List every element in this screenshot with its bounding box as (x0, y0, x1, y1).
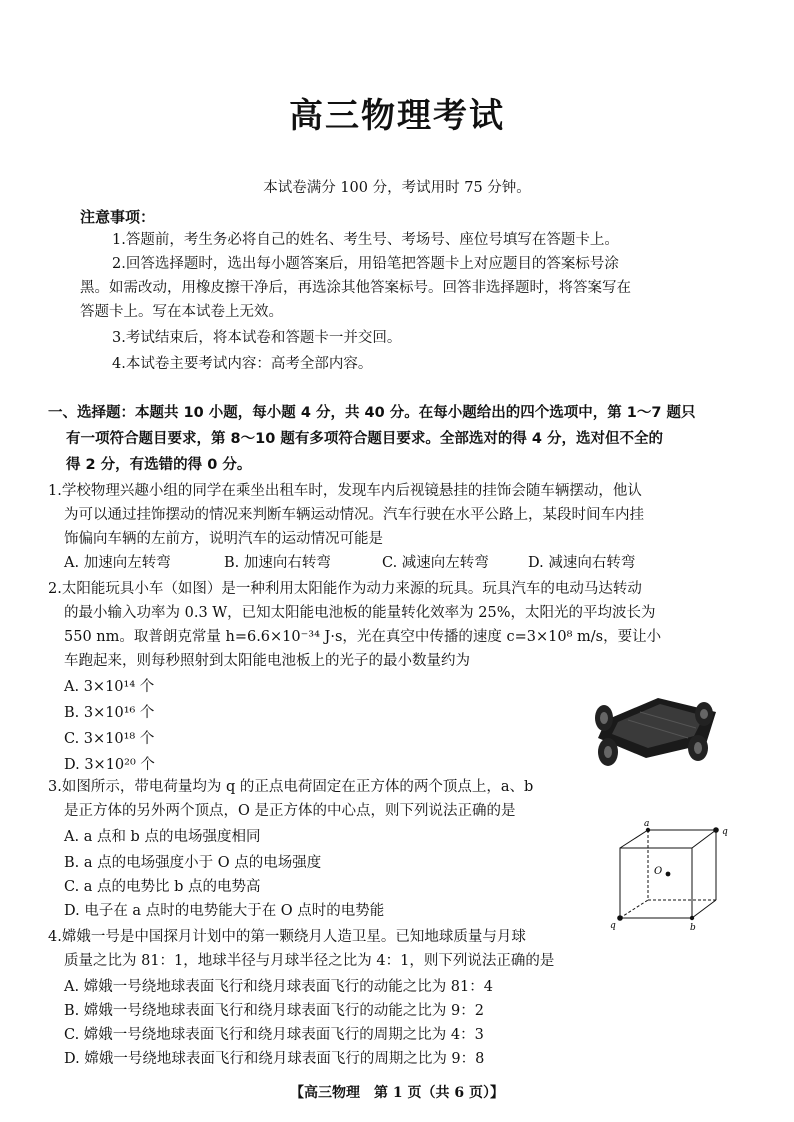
question-1-text: 1.学校物理兴趣小组的同学在乘坐出租车时，发现车内后视镜悬挂的挂饰会随车辆摆动，他认 (48, 483, 642, 499)
question-1-text: 为可以通过挂饰摆动的情况来判断车辆运动情况。汽车行驶在水平公路上，某段时间车内挂 (64, 507, 644, 523)
question-2-text: 车跑起来，则每秒照射到太阳能电池板上的光子的最小数量约为 (64, 653, 470, 669)
label-o: O (654, 866, 663, 877)
question-4-option-c: C. 嫦娥一号绕地球表面飞行和绕月球表面飞行的周期之比为 4：3 (64, 1027, 484, 1043)
question-4-option-b: B. 嫦娥一号绕地球表面飞行和绕月球表面飞行的动能之比为 9：2 (64, 1003, 484, 1019)
label-a: a (644, 819, 650, 829)
center-o-dot (666, 872, 671, 877)
section-instructions: 一、选择题：本题共 10 小题，每小题 4 分，共 40 分。在每小题给出的四个选项中，第 1～7 题只 (48, 405, 696, 421)
question-3-option-a: A. a 点和 b 点的电场强度相同 (64, 829, 261, 845)
question-2-text: 的最小输入功率为 0.3 W，已知太阳能电池板的能量转化效率为 25%，太阳光的平均波长为 (64, 605, 656, 621)
question-3-text: 3.如图所示，带电荷量均为 q 的正点电荷固定在正方体的两个顶点上，a、b (48, 779, 534, 795)
cube-figure (604, 818, 734, 936)
question-3-text: 是正方体的另外两个顶点，O 是正方体的中心点，则下列说法正确的是 (64, 803, 516, 819)
notice-heading: 注意事项： (80, 208, 156, 226)
question-1-option-c: C. 减速向左转弯 (382, 555, 489, 571)
notice-item: 答题卡上。写在本试卷上无效。 (80, 304, 283, 320)
vertex-b-dot (690, 916, 694, 920)
charge-q-top-dot (713, 827, 719, 833)
question-2-option-b: B. 3×10¹⁶ 个 (64, 705, 155, 721)
question-3-option-c: C. a 点的电势比 b 点的电势高 (64, 879, 261, 895)
page-title: 高三物理考试 (289, 96, 505, 136)
question-3-option-b: B. a 点的电场强度小于 O 点的电场强度 (64, 855, 322, 871)
question-3-option-d: D. 电子在 a 点时的电势能大于在 O 点时的电势能 (64, 903, 385, 919)
solar-car-image (588, 672, 728, 772)
question-1-option-a: A. 加速向左转弯 (64, 555, 171, 571)
question-2-text: 550 nm。取普朗克常量 h=6.6×10⁻³⁴ J·s，光在真空中传播的速度 c=3×10⁸ m/s，要让小 (64, 629, 662, 645)
notice-item: 3.考试结束后，将本试卷和答题卡一并交回。 (112, 330, 402, 346)
label-q-top: q (722, 827, 728, 837)
question-2-option-c: C. 3×10¹⁸ 个 (64, 731, 155, 747)
section-instructions: 得 2 分，有选错的得 0 分。 (66, 457, 252, 473)
question-2-option-a: A. 3×10¹⁴ 个 (64, 679, 155, 695)
page-footer: 【高三物理 第 1 页（共 6 页）】 (290, 1085, 504, 1101)
charge-q-bottom-dot (617, 915, 623, 921)
label-q-bottom: q (610, 921, 616, 931)
notice-item: 4.本试卷主要考试内容：高考全部内容。 (112, 356, 373, 372)
question-1-option-b: B. 加速向右转弯 (224, 555, 331, 571)
notice-item: 黑。如需改动，用橡皮擦干净后，再选涂其他答案标号。回答非选择题时，将答案写在 (80, 280, 631, 296)
notice-item: 2.回答选择题时，选出每小题答案后，用铅笔把答题卡上对应题目的答案标号涂 (112, 256, 619, 272)
exam-subtitle: 本试卷满分 100 分，考试用时 75 分钟。 (263, 180, 531, 196)
question-2-text: 2.太阳能玩具小车（如图）是一种利用太阳能作为动力来源的玩具。玩具汽车的电动马达转动 (48, 581, 642, 597)
question-4-option-a: A. 嫦娥一号绕地球表面飞行和绕月球表面飞行的动能之比为 81：4 (64, 979, 493, 995)
question-4-text: 质量之比为 81：1，地球半径与月球半径之比为 4：1，则下列说法正确的是 (64, 953, 555, 969)
question-1-option-d: D. 减速向右转弯 (528, 555, 636, 571)
question-2-option-d: D. 3×10²⁰ 个 (64, 757, 155, 773)
notice-item: 1.答题前，考生务必将自己的姓名、考生号、考场号、座位号填写在答题卡上。 (112, 232, 619, 248)
section-instructions: 有一项符合题目要求，第 8～10 题有多项符合题目要求。全部选对的得 4 分，选对但不全的 (66, 431, 664, 447)
question-1-text: 饰偏向车辆的左前方，说明汽车的运动情况可能是 (64, 531, 383, 547)
question-4-option-d: D. 嫦娥一号绕地球表面飞行和绕月球表面飞行的周期之比为 9：8 (64, 1051, 485, 1067)
question-4-text: 4.嫦娥一号是中国探月计划中的第一颗绕月人造卫星。已知地球质量与月球 (48, 929, 526, 945)
label-b: b (690, 923, 696, 933)
